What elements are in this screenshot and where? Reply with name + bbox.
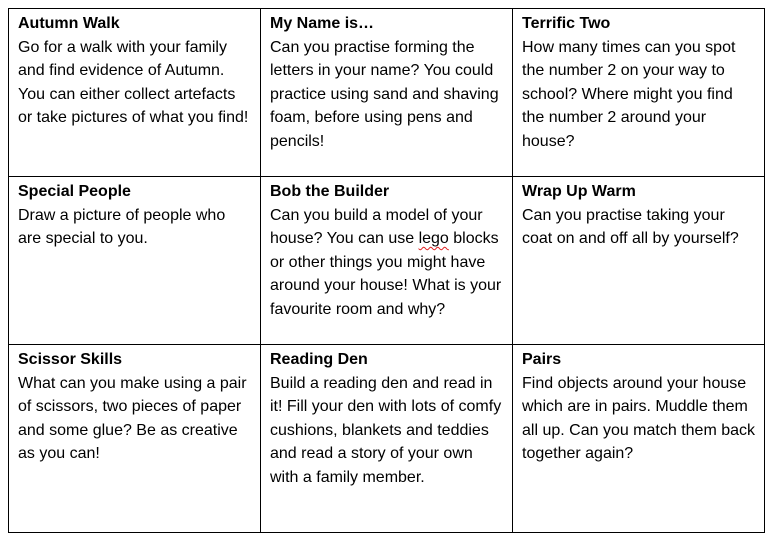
activity-cell-autumn-walk	[9, 9, 261, 177]
activity-cell-wrap-up-warm	[513, 177, 765, 345]
activity-grid	[8, 8, 765, 533]
activity-cell-reading-den	[261, 345, 513, 533]
activity-title: Reading Den	[270, 351, 368, 368]
activity-title: Bob the Builder	[270, 183, 390, 200]
activity-cell-scissor-skills	[9, 345, 261, 533]
activity-title: My Name is…	[270, 15, 375, 32]
activity-cell-pairs	[513, 345, 765, 533]
activity-cell-bob-the-builder	[261, 177, 513, 345]
activity-description: Build a reading den and read in it! Fill your den with lots of comfy cushions, blankets and teddies and read a story of your own with a family member.	[270, 374, 502, 486]
activity-title: Scissor Skills	[18, 351, 123, 368]
grid-row	[9, 9, 765, 177]
activity-description: Go for a walk with your family and find evidence of Autumn. You can either collect artefacts or take pictures of what you find!	[18, 38, 249, 126]
activity-description: What can you make using a pair of scissors, two pieces of paper and some glue? Be as creative as you can!	[18, 374, 247, 462]
activity-cell-special-people	[9, 177, 261, 345]
activity-title: Pairs	[522, 351, 562, 368]
grid-row	[9, 345, 765, 533]
activity-title: Special People	[18, 183, 131, 200]
activity-description: Draw a picture of people who are special to you.	[18, 206, 226, 247]
grid-row	[9, 177, 765, 345]
activity-title: Wrap Up Warm	[522, 183, 636, 200]
description-text: Can you build a model of your house? You can use	[270, 206, 483, 247]
activity-description: Find objects around your house which are in pairs. Muddle them all up. Can you match them back together again?	[522, 374, 756, 462]
activity-description: Can you practise forming the letters in your name? You could practice using sand and shaving foam, before using pens and pencils!	[270, 38, 499, 150]
activity-cell-terrific-two	[513, 9, 765, 177]
activity-description: Can you practise taking your coat on and off all by yourself?	[522, 206, 739, 247]
spelling-flagged-word: lego	[418, 230, 449, 247]
description-text: blocks or other things you might have around your house! What is your favourite room and why?	[270, 230, 502, 318]
activity-description	[270, 204, 504, 322]
activity-cell-my-name-is	[261, 9, 513, 177]
activity-description: How many times can you spot the number 2 on your way to school? Where might you find the number 2 around your house?	[522, 38, 736, 150]
activity-title: Autumn Walk	[18, 15, 120, 32]
activity-title: Terrific Two	[522, 15, 611, 32]
